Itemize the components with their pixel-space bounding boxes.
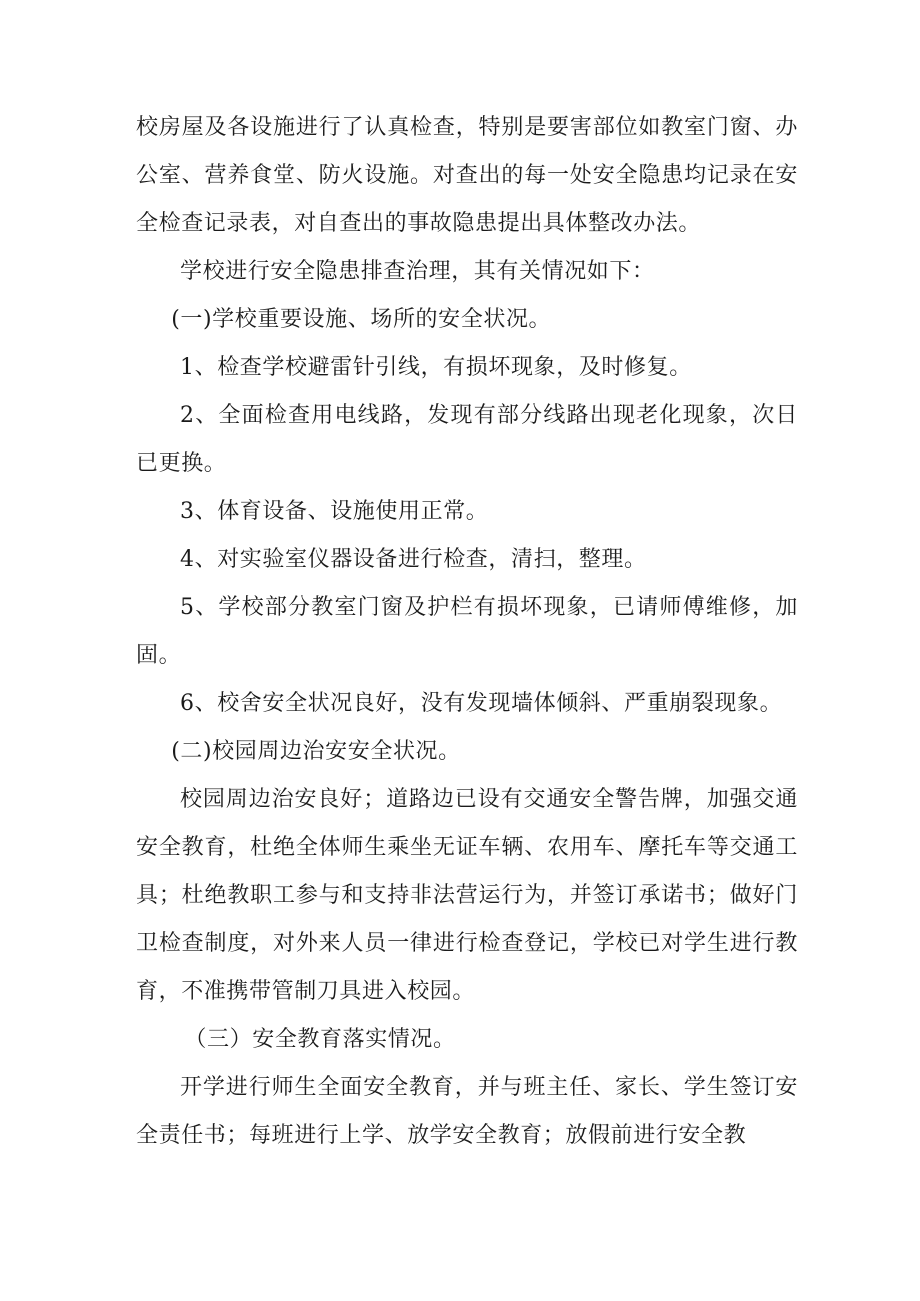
list-item-3: 3、体育设备、设施使用正常。 [180, 499, 489, 524]
section-heading-1: (一)学校重要设施、场所的安全状况。 [171, 307, 552, 332]
list-item-4: 4、对实验室仪器设备进行检查，清扫，整理。 [180, 547, 647, 572]
paragraph-intro: 学校进行安全隐患排查治理，其有关情况如下： [180, 259, 655, 284]
list-item-2: 2、全面检查用电线路，发现有部分线路出现老化现象，次日已更换。 [136, 403, 798, 476]
list-item-6: 6、校舍安全状况良好，没有发现墙体倾斜、严重崩裂现象。 [180, 691, 783, 716]
list-item-1: 1、检查学校避雷针引线，有损坏现象，及时修复。 [180, 355, 692, 380]
document-body [136, 104, 798, 1160]
section-heading-3: （三）安全教育落实情况。 [184, 1027, 456, 1052]
paragraph-continuation: 校房屋及各设施进行了认真检查，特别是要害部位如教室门窗、办公室、营养食堂、防火设施。对查出的每一处安全隐患均记录在安全检查记录表，对自查出的事故隐患提出具体整改办法。 [136, 115, 798, 236]
paragraph-section-2: 校园周边治安良好；道路边已设有交通安全警告牌，加强交通安全教育，杜绝全体师生乘坐无证车辆、农用车、摩托车等交通工具；杜绝教职工参与和支持非法营运行为，并签订承诺书；做好门卫检查制度，对外来人员一律进行检查登记，学校已对学生进行教育，不准携带管制刀具进入校园。 [136, 787, 798, 1004]
list-item-5: 5、学校部分教室门窗及护栏有损坏现象，已请师傅维修，加固。 [136, 595, 798, 668]
paragraph-section-3: 开学进行师生全面安全教育，并与班主任、家长、学生签订安全责任书；每班进行上学、放学安全教育；放假前进行安全教 [136, 1075, 798, 1148]
section-heading-2: (二)校园周边治安安全状况。 [171, 739, 461, 764]
